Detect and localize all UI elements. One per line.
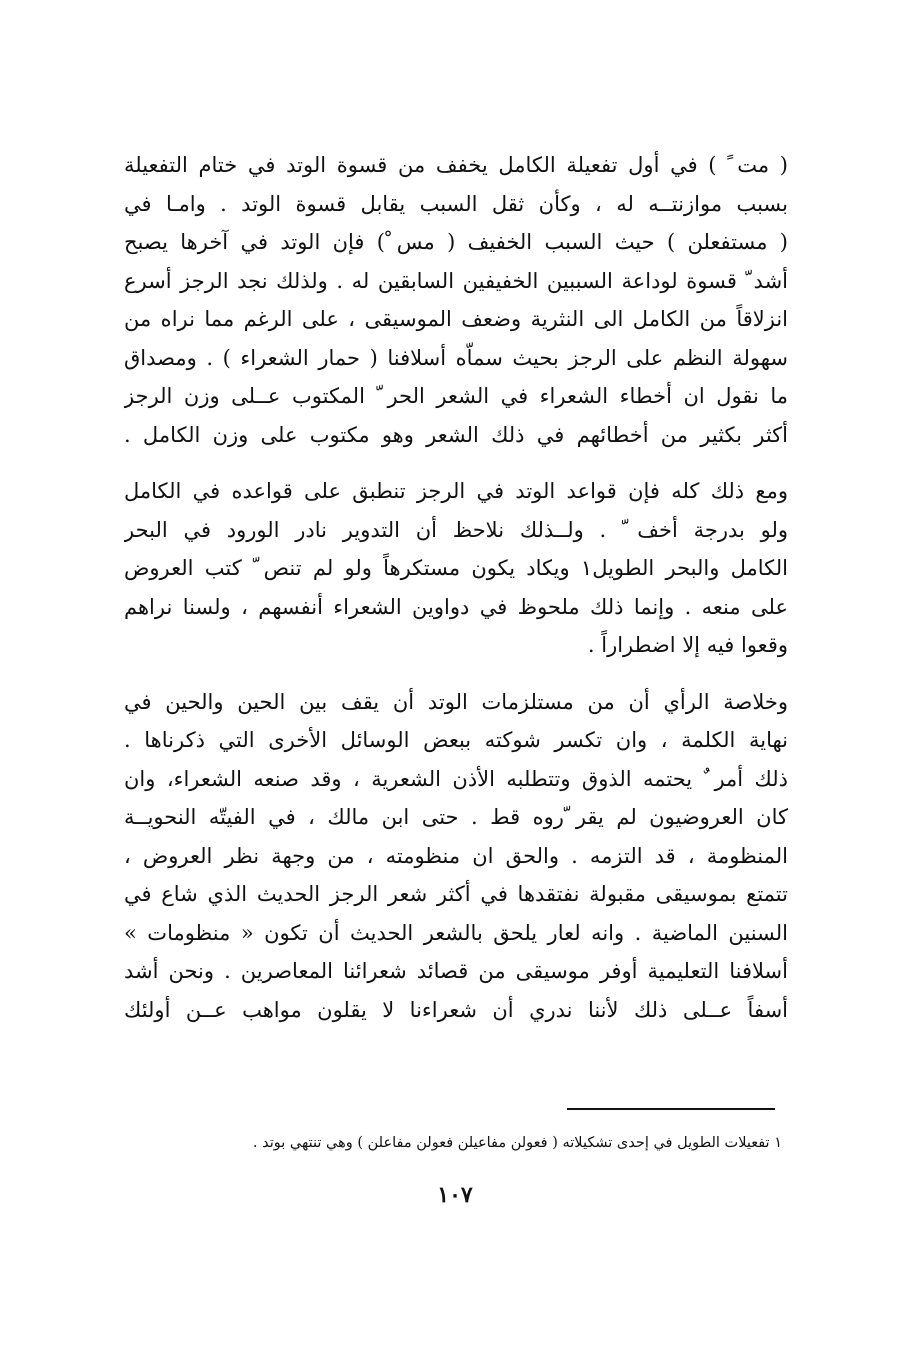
text-line: المنظومة ، قد التزمه . والحق ان منظومته ، من وجهة نظر العروض ، (124, 843, 788, 868)
text-line: الكامل والبحر الطويل١ ويكاد يكون مستكرهاً ولو لم تنص ّ كتب العروض (124, 556, 788, 580)
text-line: سهولة النظم على الرجز بحيث سماّه أسلافنا ( حمار الشعراء ) . ومصداق (124, 345, 788, 370)
text-line: أسلافنا التعليمية أوفر موسيقى من قصائد شعرائنا المعاصرين . ونحن أشد (124, 959, 788, 983)
text-line: أسفاً عــلى ذلك لأننا ندري أن شعراءنا لا يقلون مواهب عــن أولئك (124, 997, 788, 1022)
page-number: ١٠٧ (437, 1182, 473, 1208)
text-line: السنين الماضية . وانه لعار يلحق بالشعر الحديث أن تكون « منظومات » (124, 920, 788, 945)
paragraph-1 (124, 146, 788, 454)
text-line: ومع ذلك كله فإن قواعد الوتد في الرجز تنطبق على قواعده في الكامل (124, 479, 788, 503)
text-line: أكثر بكثير من أخطائهم في ذلك الشعر وهو مكتوب على وزن الكامل . (124, 422, 788, 447)
text-line: ذلك أمر ٌ يحتمه الذوق وتتطلبه الأذن الشعرية ، وقد صنعه الشعراء، وان (124, 766, 788, 791)
text-line: وقعوا فيه إلا اضطراراً . (587, 633, 788, 657)
text-line: على منعه . وإنما ذلك ملحوظ في دواوين الشعراء أنفسهم ، ولسنا نراهم (124, 594, 788, 619)
text-line: ( مستفعلن ) حيث السبب الخفيف ( مس ْ) فإن الوتد في آخرها يصبح (124, 230, 788, 254)
paragraph-3 (124, 683, 788, 1030)
text-line: ولو بدرجة أخف ّ . ولــذلك نلاحظ أن التدوير نادر الورود في البحر (124, 517, 788, 542)
text-line: أشد ّ قسوة لوداعة السببين الخفيفين السابقين له . ولذلك نجد الرجز أسرع (124, 268, 788, 293)
text-line: بسبب موازنتــه له ، وكأن ثقل السبب يقابل قسوة الوتد . وامـا في (124, 191, 788, 216)
text-line: تتمتع بموسيقى مقبولة نفتقدها في أكثر شعر الرجز الحديث الذي شاع في (124, 882, 788, 906)
text-line: وخلاصة الرأي أن من مستلزمات الوتد أن يقف بين الحين والحين في (124, 689, 788, 714)
body-text (124, 146, 788, 1029)
text-line: ما نقول ان أخطاء الشعراء في الشعر الحر ّ المكتوب عــلى وزن الرجز (124, 384, 788, 408)
footnote: ١ تفعيلات الطويل في إحدى تشكيلاته ( فعولن مفاعيلن فعولن مفاعلن ) وهي تنتهي بوتد . (252, 1135, 782, 1151)
text-line: نهاية الكلمة ، وان تكسر شوكته ببعض الوسائل الأخرى التي ذكرناها . (124, 728, 788, 752)
footnote-divider (567, 1108, 775, 1110)
text-line: ( مت ً ) في أول تفعيلة الكامل يخفف من قسوة الوتد في ختام التفعيلة (124, 153, 788, 177)
text-line: انزلاقاً من الكامل الى النثرية وضعف الموسيقى ، على الرغم مما نراه من (124, 307, 788, 331)
text-line: كان العروضيون لم يقر ّروه قط . حتى ابن مالك ، في الفيتّه النحويــة (124, 805, 788, 829)
paragraph-2 (124, 472, 788, 665)
